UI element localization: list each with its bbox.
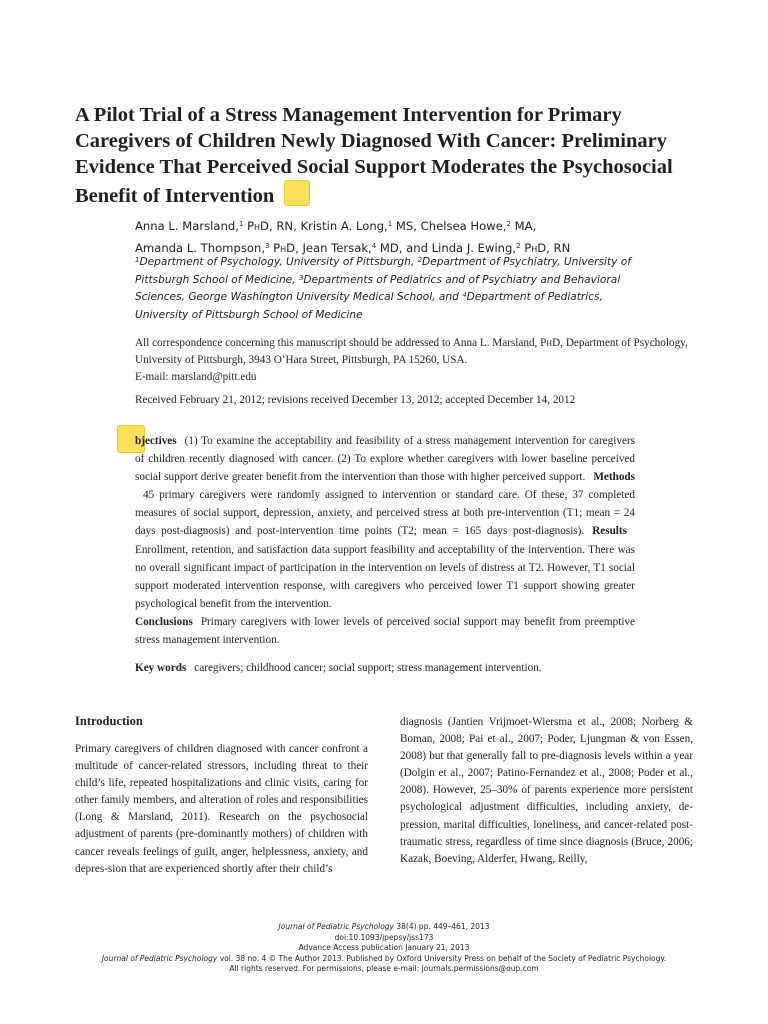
author-degree: PhD (247, 219, 269, 233)
footer-journal: Journal of Pediatric Psychology (101, 953, 218, 963)
affil-sup: 3 (298, 273, 304, 282)
author-affil-sup: 2 (516, 242, 521, 250)
footer-journal: Journal of Pediatric Psychology (278, 922, 394, 931)
body-paragraph: diagnosis (Jantien Vrijmoet-Wiersma et al., 2008; Norberg & Boman, 2008; Pai et al., 2007; Poder, Ljungman & von Essen, 2008) but that generally fall to pre-diagnosis levels within a year (Dolgin et al., 2007; Patino-Fernandez et al., 2008; Poder et al., 2008). However, 25–30% of parents experience more persistent psychological adjustment difficulties, including anxiety, de-pression, marital difficulties, loneliness, and cancer-related post-traumatic stress, regardless of time since diagnosis (Bruce, 2006; Kazak, Boeving, Alderfer, Hwang, Reilly, (400, 716, 693, 865)
author-name: Amanda L. Thompson, (135, 241, 265, 255)
author-list (135, 215, 695, 259)
affil-text: Department of Psychiatry, University of Pittsburgh School of Medicine, (135, 256, 631, 286)
footer-citation: 38(4) pp. 449–461, 2013 (394, 922, 490, 931)
author-degree: MA, (510, 219, 537, 233)
sticky-note-icon[interactable] (284, 180, 310, 206)
author-affil-sup: 1 (238, 220, 244, 228)
abstract-methods-text: 45 primary caregivers were randomly assigned to intervention or standard care. Of these, 37 completed measures of social support, depression, anxiety, and perceived stress at both pre-intervention (T1; mean = 24 days post-diagnosis) and post-intervention time points (T2; mean = 165 days post-diagnosis). (135, 489, 635, 538)
abstract-results-text: Enrollment, retention, and satisfaction data support feasibility and acceptability of the intervention. There was no overall significant impact of participation in the intervention on levels of distress at T2. However, T1 social support moderated intervention response, with caregivers who perceived lower T1 support showing greater psychological benefit from the intervention. (135, 543, 635, 610)
author-affil-sup: 1 (387, 220, 393, 228)
abstract-objectives-heading: bjectives (135, 435, 177, 447)
keywords-heading: Key words (135, 662, 187, 674)
affil-text: Departments of Pediatrics and of Psychiatry and Behavioral Sciences, George Washington University Medical School, and (135, 273, 621, 303)
correspondence-text: All correspondence concerning this manuscript should be addressed to Anna L. Marsland, (135, 337, 541, 349)
author-name: Chelsea Howe, (420, 219, 507, 233)
affil-sup: 4 (462, 291, 467, 299)
author-degree: PhD (273, 241, 296, 255)
author-name: Anna L. Marsland, (135, 219, 239, 233)
footer-doi[interactable]: doi:10.1093/jpepsy/jss173 (334, 932, 434, 942)
abstract-objectives-text: (1) To examine the acceptability and feasibility of a stress management intervention for caregivers of children recently diagnosed with cancer. (2) To explore whether caregivers with lower baseline perceived social support derive greater benefit from the intervention than those with higher perceived support. (135, 435, 635, 484)
author-degree: , RN (546, 241, 571, 255)
author-degree: MD, and (376, 241, 432, 255)
footer-copyright: vol. 38 no. 4 © The Author 2013. Published by Oxford University Press on behalf of the Society of Pediatric Psychology. (217, 953, 667, 963)
page-footer (60, 922, 708, 975)
keywords (135, 660, 715, 677)
author-degree: , RN, (268, 219, 301, 233)
right-column (400, 714, 693, 868)
body-paragraph: Primary caregivers of children diagnosed with cancer confront a multitude of cancer-related stressors, including threat to their child’s life, repeated hospitalizations and clinic visits, caring for other family members, and alteration of roles and responsibilities (Long & Marsland, 2011). Research on the psychosocial adjustment of parents (pre-dominantly mothers) of children with cancer reveals feelings of guilt, anger, helplessness, anxiety, and depres-sion that are experienced shortly after their child’s (75, 743, 368, 875)
author-affil-sup: 3 (265, 242, 270, 250)
affil-sup: 2 (417, 256, 423, 264)
article-title (75, 102, 695, 209)
footer-permissions: All rights reserved. For permissions, please e-mail: journals.permissions@oup.com (229, 964, 539, 973)
affil-text: Department of Pediatrics, University of Pittsburgh School of Medicine (135, 291, 603, 321)
correspondence-degree: PhD (540, 337, 561, 349)
article-title-text: A Pilot Trial of a Stress Management Intervention for Primary Caregivers of Children Newly Diagnosed With Cancer: Preliminary Evidence That Perceived Social Support Moderates the Psychosocial Benefit of Intervention (75, 104, 673, 207)
left-column (75, 712, 368, 878)
author-degree: PhD (524, 241, 547, 255)
author-affil-sup: 4 (371, 242, 377, 250)
correspondence-address: , Department of Psychology, University of Pittsburgh, 3943 O’Hara Street, Pittsburgh, PA 15260, USA. (135, 337, 688, 366)
abstract (135, 432, 635, 649)
affil-text: Department of Psychology, University of Pittsburgh, (139, 256, 418, 268)
footer-advance-access: Advance Access publication January 21, 2013 (298, 943, 470, 952)
received-dates: Received February 21, 2012; revisions received December 13, 2012; accepted December 14, 2012 (135, 394, 576, 406)
correspondence-email[interactable]: E-mail: marsland@pitt.edu (135, 371, 257, 383)
author-degree: , (295, 241, 303, 255)
abstract-methods-heading: Methods (593, 471, 635, 484)
keywords-text: caregivers; childhood cancer; social support; stress management intervention. (194, 662, 542, 674)
abstract-conclusions-text: Primary caregivers with lower levels of perceived social support may benefit from preemptive stress management intervention. (135, 615, 635, 647)
author-name: Kristin A. Long, (300, 219, 388, 233)
abstract-results-heading: Results (592, 525, 627, 538)
affil-sup: 1 (135, 256, 140, 264)
correspondence (135, 335, 715, 386)
author-degree: MS, (392, 219, 421, 233)
section-heading-introduction: Introduction (75, 714, 143, 728)
abstract-conclusions-heading: Conclusions (135, 615, 193, 628)
affiliations (135, 254, 655, 324)
author-name: Linda J. Ewing, (431, 241, 517, 255)
author-affil-sup: 2 (506, 220, 511, 228)
author-name: Jean Tersak, (302, 241, 372, 255)
